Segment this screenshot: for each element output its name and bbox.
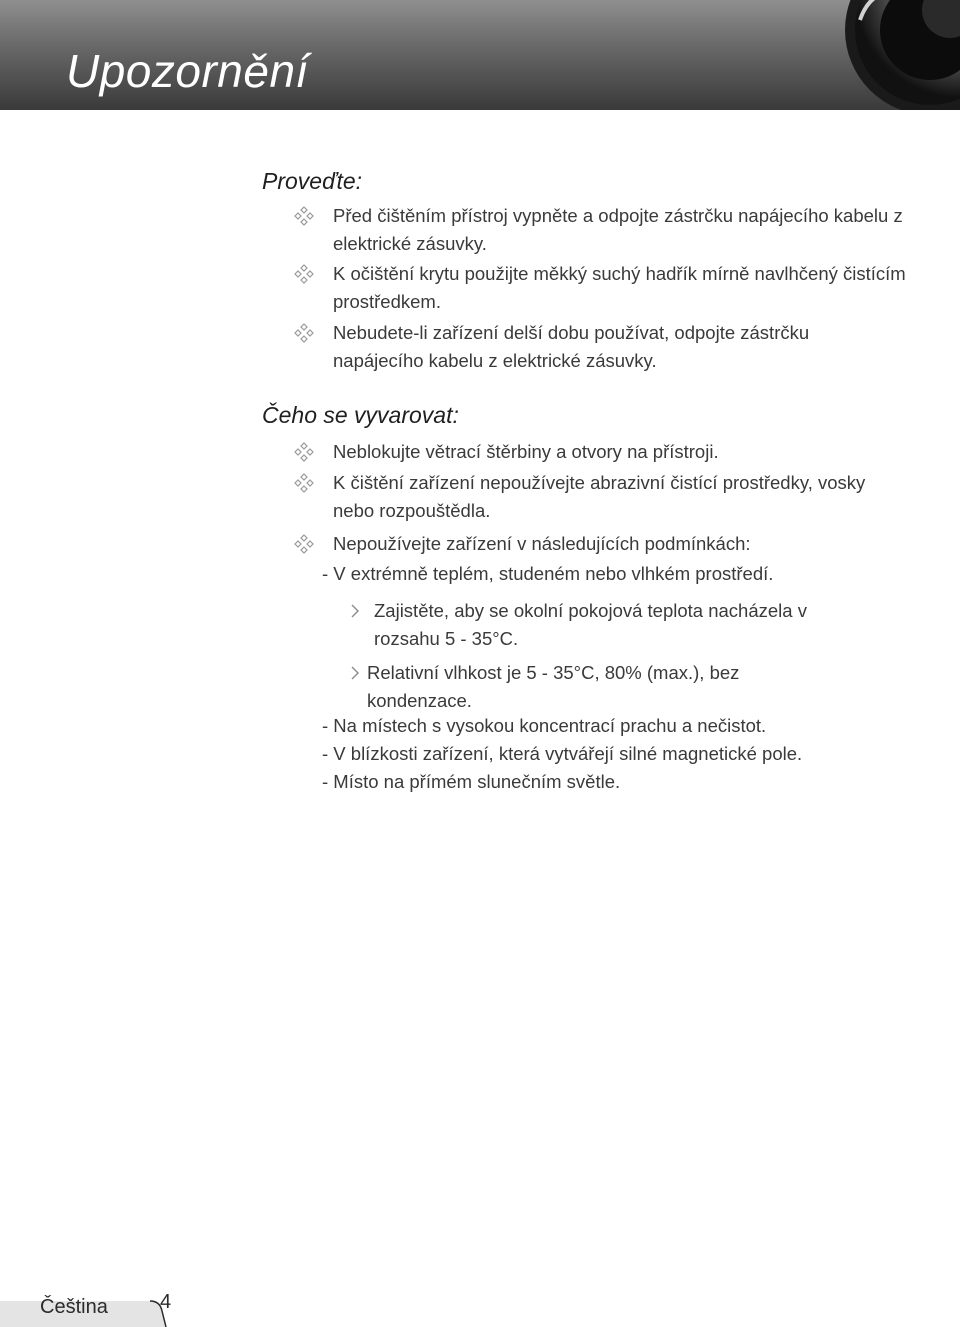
diamond-bullet-icon [294, 264, 314, 284]
header-banner [0, 0, 960, 110]
condition-sub-item: Relativní vlhkost je 5 - 35°C, 80% (max.), bez kondenzace. [367, 662, 740, 711]
diamond-bullet-icon [294, 323, 314, 343]
condition-sub-item: Zajistěte, aby se okolní pokojová teplota nacházela v rozsahu 5 - 35°C. [374, 600, 807, 649]
arrow-bullet-icon [350, 603, 360, 619]
do-item: Nebudete-li zařízení delší dobu používat, odpojte zástrčku napájecího kabelu z elektrické zásuvky. [333, 322, 810, 371]
condition-dash: - Místo na přímém slunečním světle. [322, 771, 621, 792]
footer-language: Čeština [40, 1296, 108, 1318]
do-item: K očištění krytu použijte měkký suchý hadřík mírně navlhčený čistícím prostředkem. [333, 263, 906, 312]
condition-extreme: - V extrémně teplém, studeném nebo vlhkém prostředí. [322, 563, 774, 584]
do-heading: Proveďte: [262, 168, 363, 194]
avoid-heading: Čeho se vyvarovat: [262, 402, 459, 428]
do-item: Před čištěním přístroj vypněte a odpojte zástrčku napájecího kabelu z elektrické zásuvky. [333, 205, 903, 254]
avoid-item: K čištění zařízení nepoužívejte abrazivní čistící prostředky, vosky nebo rozpouštědla. [333, 472, 866, 521]
page-number: 4 [160, 1291, 172, 1313]
condition-dash: - Na místech s vysokou koncentrací prachu a nečistot. [322, 715, 767, 736]
arrow-bullet-icon [350, 665, 360, 681]
diamond-bullet-icon [294, 206, 314, 226]
avoid-item: Nepoužívejte zařízení v následujících podmínkách: [333, 533, 751, 554]
diamond-bullet-icon [294, 473, 314, 493]
avoid-item: Neblokujte větrací štěrbiny a otvory na přístroji. [333, 441, 719, 462]
condition-dash: - V blízkosti zařízení, která vytvářejí silné magnetické pole. [322, 743, 803, 764]
projector-lens-graphic [800, 0, 960, 110]
diamond-bullet-icon [294, 534, 314, 554]
diamond-bullet-icon [294, 442, 314, 462]
page-title: Upozornění [66, 45, 309, 97]
